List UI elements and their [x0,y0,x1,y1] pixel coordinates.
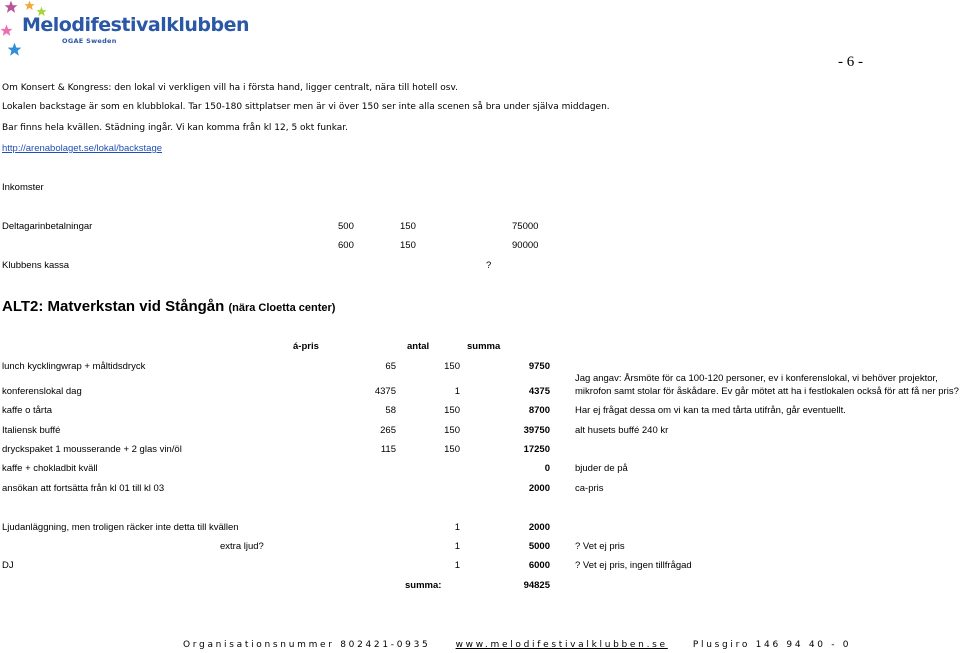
row-sum: 4375 [528,386,550,397]
note-agenda-1: Jag angav: Årsmöte för ca 100-120 personer, ev i konferenslokal, vi behöver projektor, [575,373,938,384]
row-label: lunch kycklingwrap + måltidsdryck [2,361,146,372]
row-label: dryckspaket 1 mousserande + 2 glas vin/öl [2,444,182,455]
income-label: Klubbens kassa [2,260,70,271]
star-icon [4,0,18,14]
alt2-title-main: ALT2: Matverkstan vid Stångån [2,298,225,315]
row-label: kaffe o tårta [2,405,52,416]
extras-qty: 1 [454,560,460,571]
row-note: alt husets buffé 240 kr [575,425,669,436]
alt2-title-suffix: (nära Cloetta center) [228,302,336,314]
income-value-a: 600 [338,240,354,251]
logo-title: Melodifestivalklubben [22,14,250,36]
footer-giro: Plusgiro 146 94 40 - 0 [692,640,852,650]
backstage-link[interactable]: http://arenabolaget.se/lokal/backstage [2,143,163,154]
income-total: 75000 [512,221,539,232]
col-header-qty: antal [407,341,430,352]
row-note: Har ej frågat dessa om vi kan ta med tårta utifrån, går eventuellt. [575,405,846,416]
star-icon [24,0,35,11]
row-sum: 8700 [528,405,550,416]
row-note: ca-pris [575,483,604,494]
row-sum: 2000 [528,483,550,494]
row-price: 58 [385,405,396,416]
note-agenda-2: mikrofon samt stolar för åskådare. Ev går mötet att ha i festlokalen också för att få ner pris? [575,386,959,397]
row-qty: 1 [454,386,460,397]
extras-label: DJ [2,560,14,571]
row-note: bjuder de på [575,463,628,474]
income-total: ? [486,260,492,271]
footer-web-link[interactable]: www.melodifestivalklubben.se [455,640,668,650]
extras-sum: 2000 [528,522,550,533]
row-qty: 150 [444,425,460,436]
intro-line-3: Bar finns hela kvällen. Städning ingår. Vi kan komma från kl 12, 5 okt funkar. [2,123,349,133]
row-price: 65 [385,361,396,372]
row-sum: 9750 [528,361,550,372]
extras-note: ? Vet ej pris [575,541,625,552]
row-qty: 150 [444,361,460,372]
row-label: Italiensk buffé [2,425,61,436]
row-qty: 150 [444,405,460,416]
alt2-title [2,298,335,315]
intro-line-1: Om Konsert & Kongress: den lokal vi verkligen vill ha i första hand, ligger centralt, nära till hotell osv. [2,83,458,93]
extras-sum: 6000 [528,560,550,571]
extras-label: Ljudanläggning, men troligen räcker inte detta till kvällen [2,522,239,533]
star-icon [0,24,13,37]
row-sum: 0 [544,463,550,474]
page-number: - 6 - [838,54,863,70]
logo-subtitle: OGAE Sweden [62,37,117,45]
total-value: 94825 [523,580,550,591]
extras-qty: 1 [454,541,460,552]
star-icon [7,42,22,57]
row-price: 4375 [374,386,396,397]
footer-org: Organisationsnummer 802421-0935 [183,640,431,650]
col-header-sum: summa [467,341,501,352]
row-price: 265 [380,425,396,436]
extras-sum: 5000 [528,541,550,552]
income-heading: Inkomster [2,182,44,193]
income-total: 90000 [512,240,539,251]
row-label: kaffe + chokladbit kväll [2,463,98,474]
total-label: summa: [405,580,442,591]
intro-line-2: Lokalen backstage är som en klubblokal. Tar 150-180 sittplatser men är vi över 150 ser inte alla scenen så bra under själva middagen. [2,102,610,112]
row-qty: 150 [444,444,460,455]
income-value-a: 500 [338,221,354,232]
row-sum: 39750 [523,425,550,436]
extras-note: ? Vet ej pris, ingen tillfrågad [575,560,692,571]
income-value-b: 150 [400,221,416,232]
row-sum: 17250 [523,444,550,455]
footer [183,640,851,650]
row-label: konferenslokal dag [2,386,82,397]
extras-qty: 1 [454,522,460,533]
row-price: 115 [380,444,396,455]
row-label: ansökan att fortsätta från kl 01 till kl 03 [2,483,165,494]
income-label: Deltagarinbetalningar [2,221,93,232]
income-value-b: 150 [400,240,416,251]
extras-label: extra ljud? [220,541,264,552]
col-header-price: á-pris [293,341,319,352]
